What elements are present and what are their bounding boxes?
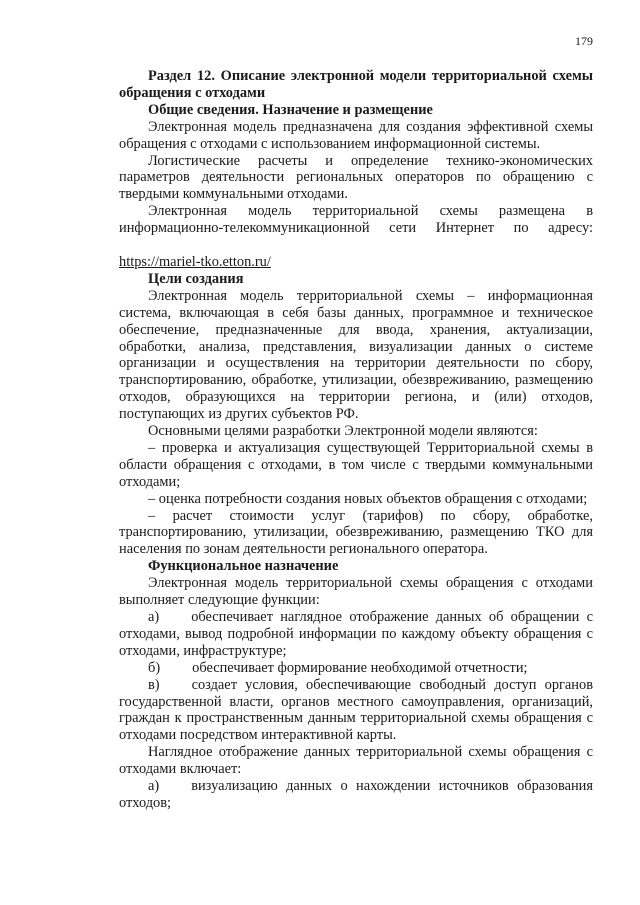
function-item-a-marker: а) [148, 609, 160, 625]
document-body [119, 34, 593, 812]
function-item-c-marker: в) [148, 676, 160, 693]
function-item-c-text: создает условия, обеспечивающие свободный доступ органов государственной власти, органов местного самоуправления, организаций, граждан к пространственным данным территориальной схемы обращения с отходами посредством интерактивной карты. [119, 676, 593, 744]
paragraph-visual-intro: Наглядное отображение данных территориальной схемы обращения с отходами включает: [119, 744, 593, 778]
site-url-link[interactable]: https://mariel-tko.etton.ru/ [119, 253, 271, 270]
paragraph-purpose: Электронная модель предназначена для создания эффективной схемы обращения с отходами с использованием информационной системы. [119, 118, 593, 152]
paragraph-goals-intro: Основными целями разработки Электронной модели являются: [148, 423, 538, 440]
heading-functional: Функциональное назначение [148, 558, 339, 575]
paragraph-placement [119, 203, 593, 254]
goal-item-check: – проверка и актуализация существующей Территориальной схемы в области обращения с отходами, в том числе с твердыми коммунальными отходами; [119, 439, 593, 490]
paragraph-functions-intro: Электронная модель территориальной схемы обращения с отходами выполняет следующие функции: [119, 575, 593, 609]
page-number: 179 [575, 34, 593, 48]
function-item-b [119, 660, 593, 677]
section-title: Раздел 12. Описание электронной модели территориальной схемы обращения с отходами [119, 68, 593, 101]
visual-item-a-marker: а) [148, 778, 160, 795]
paragraph-url-line [119, 254, 593, 271]
paragraph-placement-text: Электронная модель территориальной схемы размещена в информационно-телекоммуникационной сети Интернет по адресу: [119, 203, 593, 237]
goal-item-tariffs: – расчет стоимости услуг (тарифов) по сбору, обработке, транспортированию, утилизации, обезвреживанию, размещению ТКО для населения по зонам деятельности регионального оператора. [119, 507, 593, 558]
function-item-a [119, 609, 593, 660]
goal-item-assessment: – оценка потребности создания новых объектов обращения с отходами; [148, 490, 588, 507]
visual-item-a-text: визуализацию данных о нахождении источников образования отходов; [119, 778, 593, 811]
visual-item-a [119, 778, 593, 812]
function-item-a-text: обеспечивает наглядное отображение данных об обращении с отходами, вывод подробной информации по каждому объекту обращения с отходами, инфраструктуре; [119, 609, 593, 659]
heading-general: Общие сведения. Назначение и размещение [148, 101, 433, 118]
function-item-c [119, 677, 593, 745]
heading-goals: Цели создания [148, 270, 244, 287]
function-item-b-text: обеспечивает формирование необходимой отчетности; [192, 659, 528, 676]
function-item-b-marker: б) [148, 659, 161, 676]
paragraph-logistics: Логистические расчеты и определение технико-экономических параметров деятельности региональных операторов по обращению с твердыми коммунальными отходами. [119, 152, 593, 203]
paragraph-system-definition: Электронная модель территориальной схемы – информационная система, включающая в себя базы данных, программное и техническое обеспечение, предназначенные для ввода, хранения, актуализации, обработки, анализа, представления, визуализации данных о системе организации и осуществления на территории деятельности по сбору, транспортированию, обработке, утилизации, обезвреживанию, размещению отходов, образующихся на территории региона, и (или) отходов, поступающих из других субъектов РФ. [119, 287, 593, 423]
